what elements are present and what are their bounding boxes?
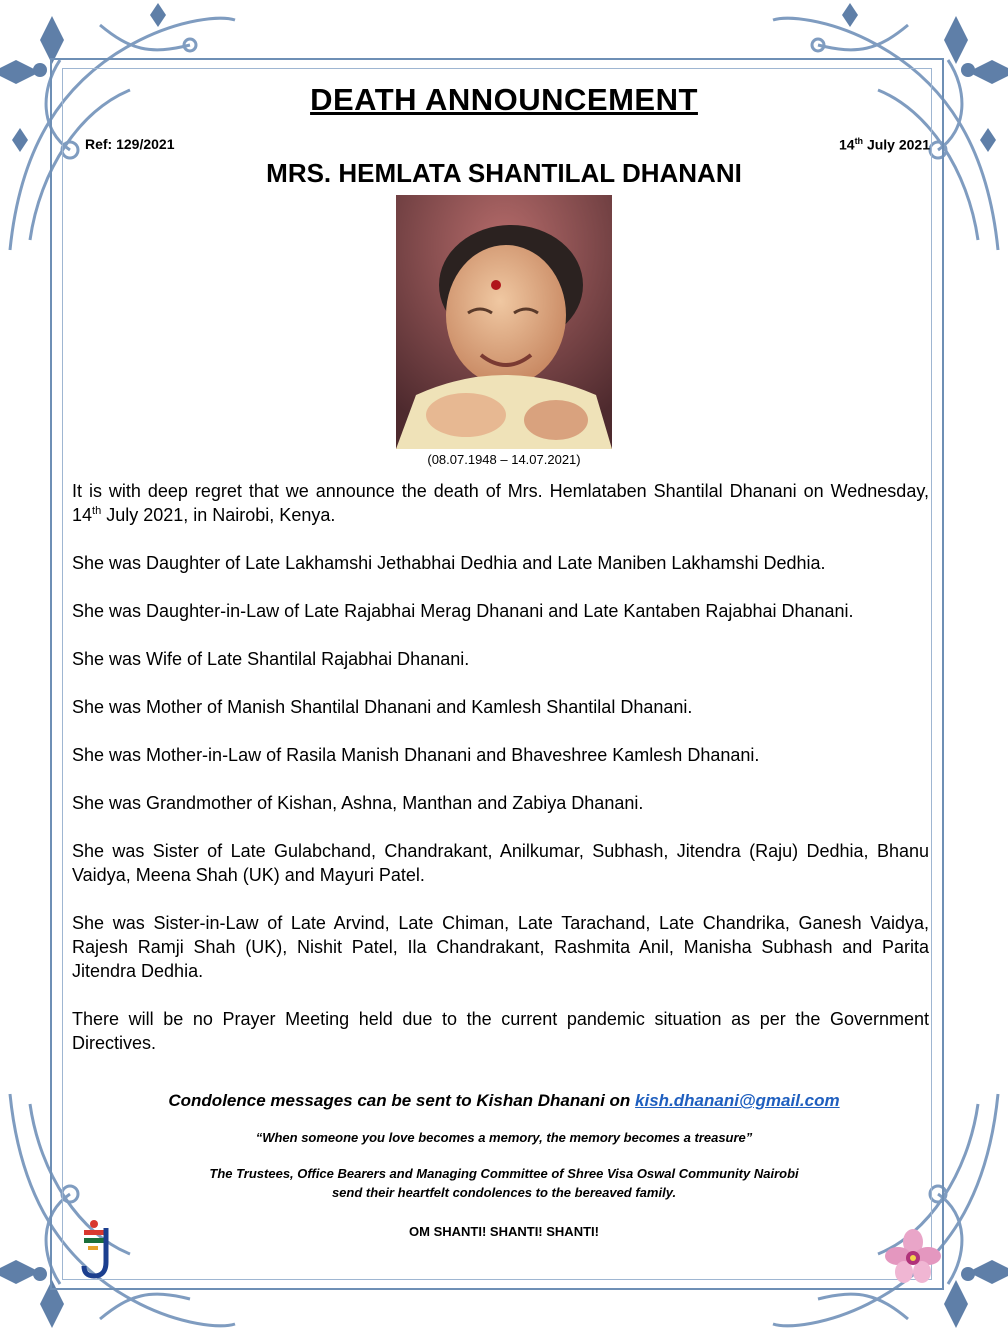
deceased-name: MRS. HEMLATA SHANTILAL DHANANI (266, 158, 742, 188)
portrait-image (396, 195, 612, 449)
paragraph-grandmother: She was Grandmother of Kishan, Ashna, Manthan and Zabiya Dhanani. (72, 793, 644, 813)
paragraph-text: It is with deep regret that we announce the death of Mrs. Hemlataben Shantilal Dhanani on Wednesday, 14 (72, 481, 929, 525)
condolence-text: Condolence messages can be sent to Kishan Dhanani on (168, 1091, 636, 1110)
ordinal-suffix: th (92, 505, 102, 517)
trustees-line-2: send their heartfelt condolences to the bereaved family. (331, 1185, 677, 1200)
email-link[interactable]: kish.dhanani@gmail.com (635, 1091, 840, 1110)
paragraph-daughter-in-law: She was Daughter-in-Law of Late Rajabhai Merag Dhanani and Late Kantaben Rajabhai Dhanani. (72, 601, 854, 621)
orchid-icon (884, 1228, 942, 1284)
lifespan-dates: (08.07.1948 – 14.07.2021) (427, 452, 581, 467)
paragraph-mother-of: She was Mother of Manish Shantilal Dhanani and Kamlesh Shantilal Dhanani. (72, 697, 693, 717)
paragraph-text: July 2021, in Nairobi, Kenya. (101, 505, 336, 525)
paragraph-death-notice (72, 479, 929, 527)
date-day: 14 (838, 136, 855, 153)
announcement-body (72, 479, 929, 1079)
paragraph-daughter-of: She was Daughter of Late Lakhamshi Jethabhai Dedhia and Late Maniben Lakhamshi Dedhia. (72, 553, 826, 573)
reference-number: Ref: 129/2021 (85, 136, 175, 152)
trustees-line-1: The Trustees, Office Bearers and Managing Committee of Shree Visa Oswal Community Nairobi (209, 1166, 799, 1181)
condolence-line (0, 1091, 1008, 1111)
paragraph-prayer-meeting: There will be no Prayer Meeting held due to the current pandemic situation as per the Government Directives. (72, 1009, 929, 1053)
date-month-year: July 2021 (863, 136, 930, 153)
announcement-date (839, 136, 930, 153)
trustees-message (0, 1164, 1008, 1202)
date-suffix: th (854, 136, 864, 146)
paragraph-mother-in-law: She was Mother-in-Law of Rasila Manish Dhanani and Bhaveshree Kamlesh Dhanani. (72, 745, 760, 765)
page-title: DEATH ANNOUNCEMENT (310, 82, 698, 117)
paragraph-wife-of: She was Wife of Late Shantilal Rajabhai Dhanani. (72, 649, 470, 669)
closing-prayer: OM SHANTI! SHANTI! SHANTI! (409, 1224, 599, 1239)
memorial-quote: “When someone you love becomes a memory, the memory becomes a treasure” (255, 1130, 753, 1145)
community-logo-icon (78, 1218, 118, 1280)
portrait-photo (396, 195, 612, 449)
paragraph-sister-in-law: She was Sister-in-Law of Late Arvind, Late Chiman, Late Tarachand, Late Chandrika, Ganesh Vaidya, Rajesh Ramji Shah (UK), Nishit Patel, Ila Chandrakant, Rashmita Anil, Manisha Subhash and Parita Jitendra Dedhia. (72, 913, 929, 981)
paragraph-sister-of: She was Sister of Late Gulabchand, Chandrakant, Anilkumar, Subhash, Jitendra (Raju) Dedhia, Bhanu Vaidya, Meena Shah (UK) and Mayuri Patel. (72, 841, 929, 885)
